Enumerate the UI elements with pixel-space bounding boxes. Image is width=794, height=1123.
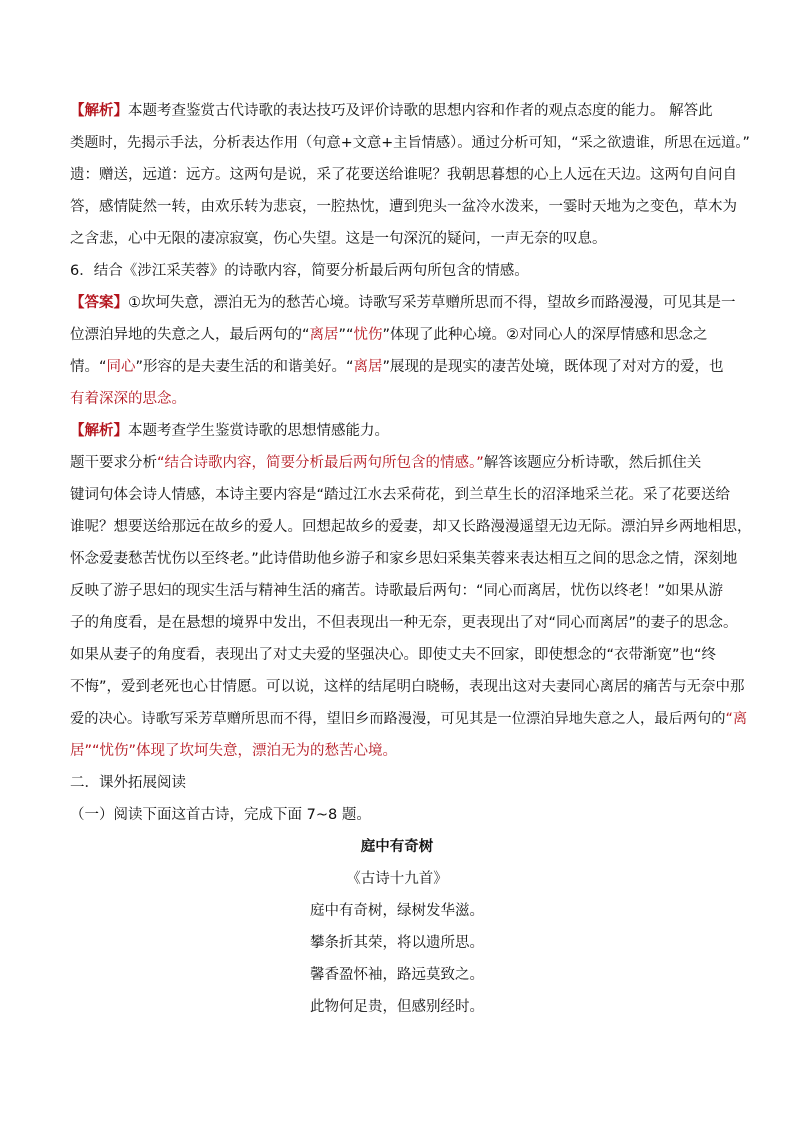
analysis-2-line-4: 怀念爱妻愁苦忧伤以至终老。”此诗借助他乡游子和家乡思妇采集芙蓉来表达相互之间的思念之情，深刻地 <box>70 551 738 567</box>
answer-line-3: 情。“同心”形容的是夫妻生活的和谐美好。“离居”展现的是现实的凄苦处境，既体现了对对方的爱，也 <box>70 359 724 375</box>
poem-line-4: 此物何足贵，但感别经时。 <box>310 999 484 1015</box>
analysis-1-line-1: 【解析】本题考查鉴赏古代诗歌的表达技巧及评价诗歌的思想内容和作者的观点态度的能力。 解答此 <box>70 103 713 119</box>
answer-line-4: 有着深深的思念。 <box>70 391 186 407</box>
question-6: 6．结合《涉江采芙蓉》的诗歌内容，简要分析最后两句所包含的情感。 <box>70 263 529 279</box>
answer-line-1: 【答案】①坎坷失意，漂泊无为的愁苦心境。诗歌写采芳草赠所思而不得，望故乡而路漫漫，可见其是一 <box>70 295 736 311</box>
analysis-1-line-3: 遗：赠送，远道：远方。这两句是说，采了花要送给谁呢？我朝思暮想的心上人远在天边。这两句自问自 <box>70 167 737 183</box>
analysis-2-line-8: 不悔”，爱到老死也心甘情愿。可以说，这样的结尾明白晓畅，表现出这对夫妻同心离居的痛苦与无奈中那 <box>70 679 745 695</box>
analysis-2-line-6: 子的角度看，是在悬想的境界中发出，不但表现出一种无奈，更表现出了对“同心而离居”的妻子的思念。 <box>70 615 738 631</box>
answer-line-2: 位漂泊异地的失意之人，最后两句的“离居”“忧伤”体现了此种心境。②对同心人的深厚情感和思念之 <box>70 327 708 343</box>
analysis-2-line-9: 爱的决心。诗歌写采芳草赠所思而不得，望旧乡而路漫漫，可见其是一位漂泊异地失意之人，最后两句的“离 <box>70 711 748 727</box>
analysis-2-line-2: 键词句体会诗人情感，本诗主要内容是“踏过江水去采荷花，到兰草生长的沼泽地采兰花。采了花要送给 <box>70 487 731 503</box>
poem-line-2: 攀条折其荣，将以遗所思。 <box>310 935 484 951</box>
analysis-2-line-7: 如果从妻子的角度看，表现出了对丈夫爱的坚强决心。即使丈夫不回家，即使想念的“衣带渐宽”也“终 <box>70 647 717 663</box>
analysis-2-line-3: 谁呢？想要送给那远在故乡的爱人。回想起故乡的爱妻，却又长路漫漫遥望无边无际。漂泊异乡两地相思， <box>70 519 752 535</box>
analysis-1-line-5: 之含悲，心中无限的凄凉寂寞，伤心失望。这是一句深沉的疑问，一声无奈的叹息。 <box>70 231 607 247</box>
analysis-tag: 【解析】 <box>70 423 128 439</box>
answer-tag: 【答案】 <box>70 295 128 311</box>
analysis-1-line-2: 类题时，先揭示手法，分析表达作用（句意+文意+主旨情感）。通过分析可知，“采之欲遗谁，所思在远道。” <box>70 135 750 151</box>
subsection-instruction: （一）阅读下面这首古诗，完成下面 7~8 题。 <box>70 807 371 823</box>
analysis-2-line-5: 反映了游子思妇的现实生活与精神生活的痛苦。诗歌最后两句：“同心而离居，忧伤以终老！”如果从游 <box>70 583 724 599</box>
analysis-1-line-4: 答，感情陡然一转，由欢乐转为悲哀，一腔热忱，遭到兜头一盆冷水泼来，一霎时天地为之变色，草木为 <box>70 199 737 215</box>
poem-line-3: 馨香盈怀袖，路远莫致之。 <box>310 967 484 983</box>
poem-title: 庭中有奇树 <box>360 839 434 855</box>
poem-line-1: 庭中有奇树，绿树发华滋。 <box>310 903 484 919</box>
analysis-2-line-1: 题干要求分析“结合诗歌内容，简要分析最后两句所包含的情感。”解答该题应分析诗歌，然后抓住关 <box>70 455 702 471</box>
section-heading: 二．课外拓展阅读 <box>70 775 186 791</box>
analysis-tag: 【解析】 <box>70 103 128 119</box>
poem-source: 《古诗十九首》 <box>346 871 448 887</box>
analysis-2-line-10: 居”“忧伤”体现了坎坷失意，漂泊无为的愁苦心境。 <box>70 743 398 759</box>
analysis-2-line-0: 【解析】本题考查学生鉴赏诗歌的思想情感能力。 <box>70 423 389 439</box>
